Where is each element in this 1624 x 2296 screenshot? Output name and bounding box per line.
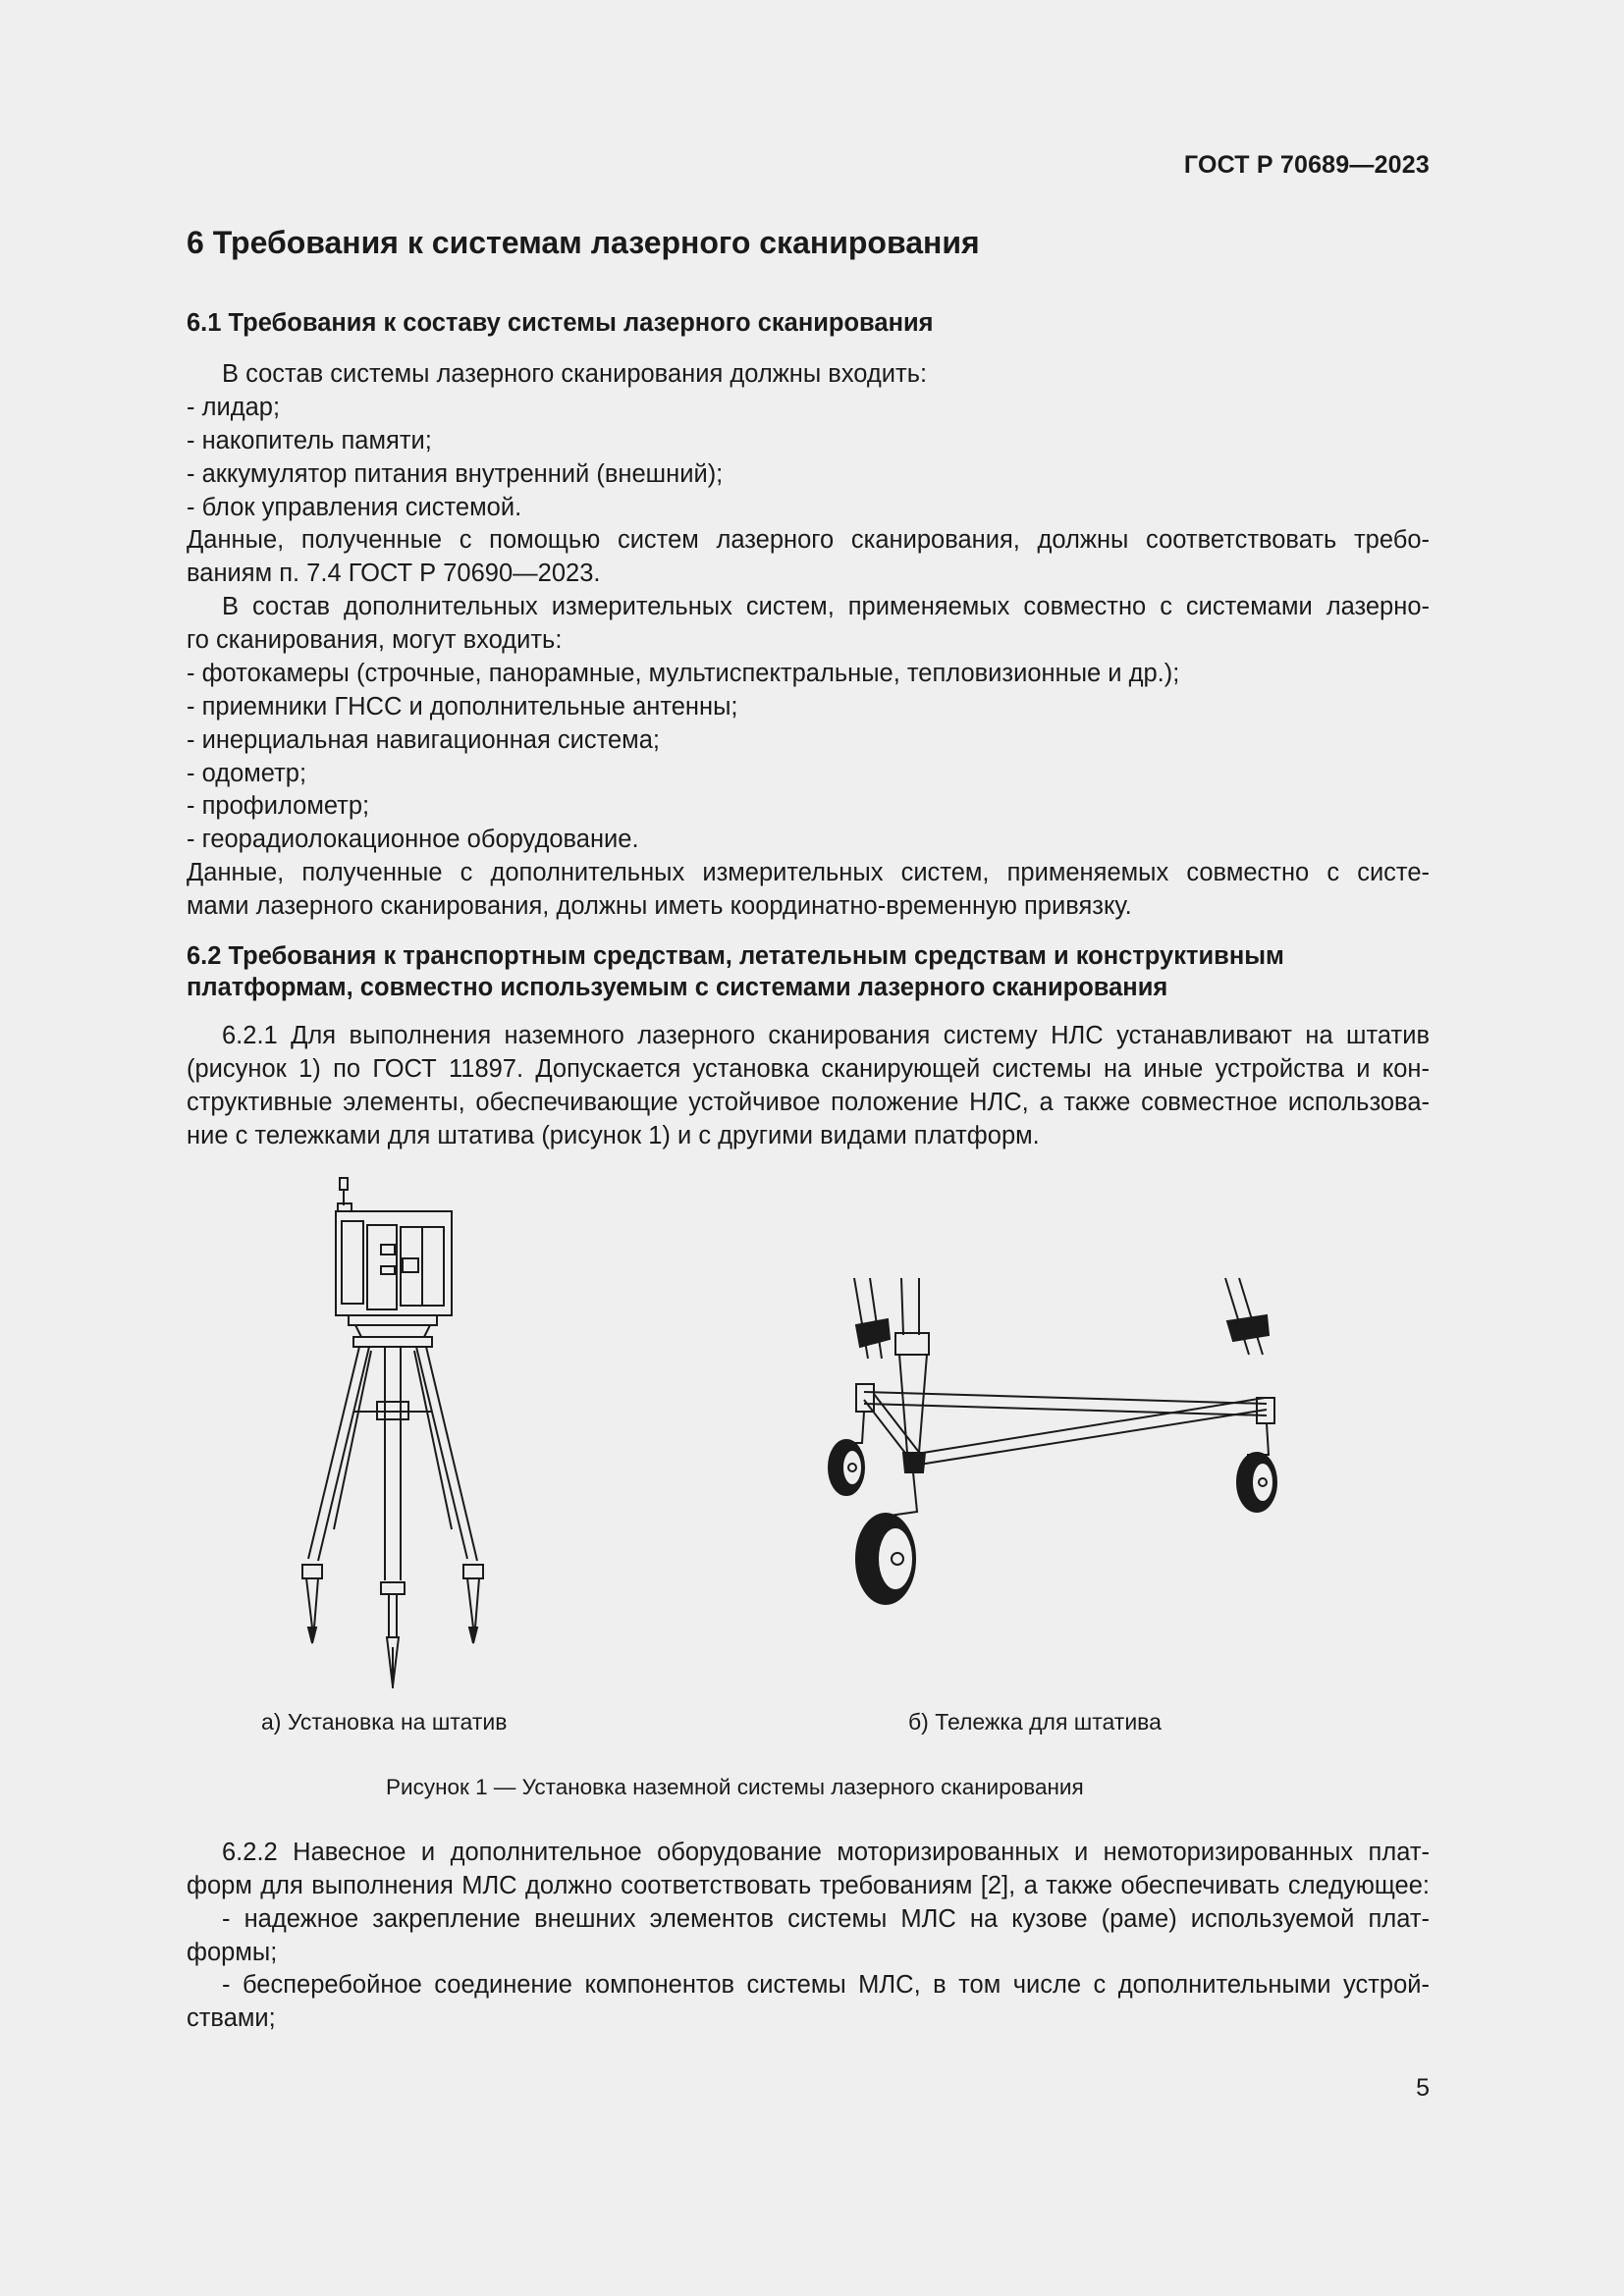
subsection-6-2-title-line1: 6.2 Требования к транспортным средствам, летательным средствам и конструктивным xyxy=(187,942,1284,970)
list-item: - инерциальная навигационная система; xyxy=(187,726,660,754)
text-line: структивные элементы, обеспечивающие устойчивое положение НЛС, а также совместное использова- xyxy=(187,1089,1430,1116)
text-line: формы; xyxy=(187,1939,278,1966)
list-item: - фотокамеры (строчные, панорамные, мультиспектральные, тепловизионные и др.); xyxy=(187,660,1180,687)
text-line: мами лазерного сканирования, должны иметь координатно-временную привязку. xyxy=(187,892,1132,920)
text-line: (рисунок 1) по ГОСТ 11897. Допускается установка сканирующей системы на иные устройства и кон- xyxy=(187,1055,1430,1083)
figure-caption-a: а) Установка на штатив xyxy=(261,1709,508,1735)
text-line: ваниям п. 7.4 ГОСТ Р 70690—2023. xyxy=(187,560,601,587)
document-id: ГОСТ Р 70689—2023 xyxy=(1183,151,1430,179)
figure-caption-b: б) Тележка для штатива xyxy=(908,1709,1162,1735)
list-item: - профилометр; xyxy=(187,792,370,820)
tripod-scanner-illustration xyxy=(295,1176,491,1696)
text-line: ние с тележками для штатива (рисунок 1) и с другими видами платформ. xyxy=(187,1122,1040,1149)
text-line: В состав дополнительных измерительных систем, применяемых совместно с системами лазерно- xyxy=(222,593,1430,620)
subsection-6-1-title: 6.1 Требования к составу системы лазерного сканирования xyxy=(187,309,934,337)
list-item: - георадиолокационное оборудование. xyxy=(187,826,639,853)
list-item: - накопитель памяти; xyxy=(187,427,432,454)
list-item: - приемники ГНСС и дополнительные антенны; xyxy=(187,693,738,721)
list-item: - блок управления системой. xyxy=(187,494,522,521)
list-item: - надежное закрепление внешних элементов системы МЛС на кузове (раме) используемой плат- xyxy=(222,1905,1430,1933)
text-line: 6.2.1 Для выполнения наземного лазерного сканирования систему НЛС устанавливают на штатив xyxy=(222,1022,1430,1049)
text-line: В состав системы лазерного сканирования должны входить: xyxy=(222,360,928,388)
text-line: го сканирования, могут входить: xyxy=(187,626,563,654)
text-line: Данные, полученные с дополнительных измерительных систем, применяемых совместно с систе- xyxy=(187,859,1430,886)
tripod-dolly-illustration xyxy=(805,1276,1296,1620)
list-item: - аккумулятор питания внутренний (внешний); xyxy=(187,460,724,488)
page-number: 5 xyxy=(1416,2074,1430,2102)
figure-caption: Рисунок 1 — Установка наземной системы лазерного сканирования xyxy=(386,1775,1084,1799)
list-item: - бесперебойное соединение компонентов системы МЛС, в том числе с дополнительными устрой- xyxy=(222,1971,1430,1999)
text-line: Данные, полученные с помощью систем лазерного сканирования, должны соответствовать требо- xyxy=(187,526,1430,554)
section-title: 6 Требования к системам лазерного сканирования xyxy=(187,225,980,260)
text-line: ствами; xyxy=(187,2004,276,2032)
subsection-6-2-title-line2: платформам, совместно используемым с системами лазерного сканирования xyxy=(187,974,1168,1001)
list-item: - одометр; xyxy=(187,760,307,787)
text-line: форм для выполнения МЛС должно соответствовать требованиям [2], а также обеспечивать следующее: xyxy=(187,1872,1430,1899)
list-item: - лидар; xyxy=(187,394,281,421)
text-line: 6.2.2 Навесное и дополнительное оборудование моторизированных и немоторизированных плат- xyxy=(222,1839,1430,1866)
